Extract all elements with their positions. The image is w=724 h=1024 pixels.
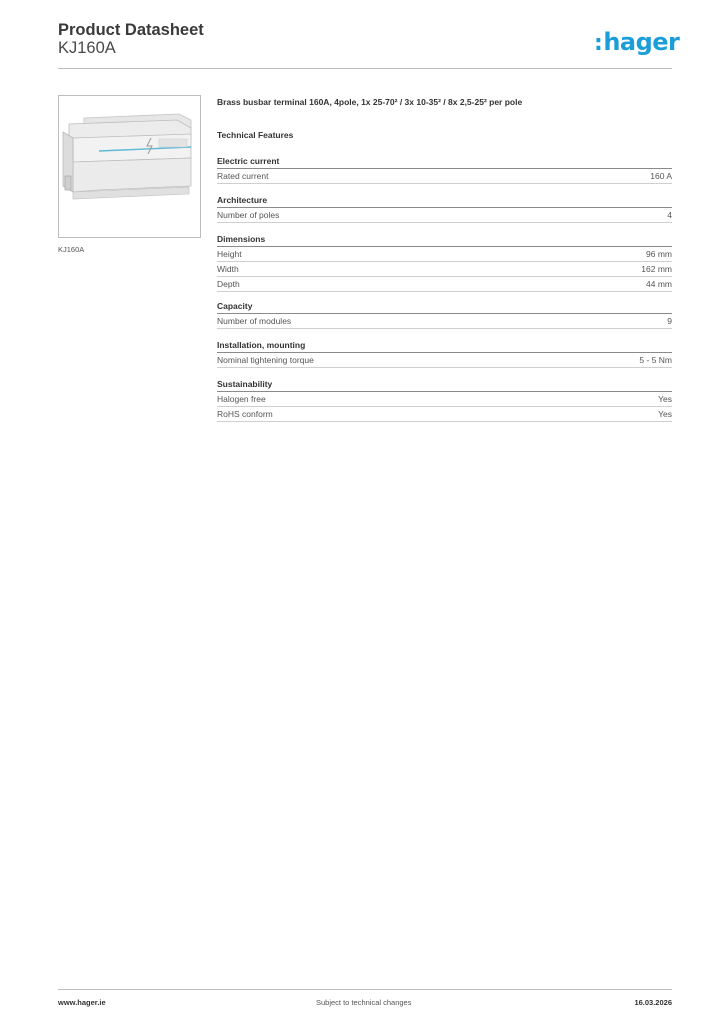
footer-note: Subject to technical changes (316, 998, 412, 1007)
spec-value: 96 mm (646, 249, 672, 259)
spec-row (217, 353, 672, 368)
image-caption: KJ160A (58, 245, 85, 254)
hager-logo: :hager (594, 28, 680, 56)
spec-row (217, 314, 672, 329)
spec-label: Depth (217, 279, 240, 289)
section-title: Electric current (217, 156, 280, 166)
section-architecture (217, 194, 672, 223)
spec-value: 160 A (650, 171, 672, 181)
product-description: Brass busbar terminal 160A, 4pole, 1x 25-70² / 3x 10-35² / 8x 2,5-25² per pole (217, 97, 523, 107)
spec-label: Rated current (217, 171, 269, 181)
spec-row (217, 262, 672, 277)
logo-text: hager (603, 28, 680, 56)
footer-divider (58, 989, 672, 990)
spec-row (217, 208, 672, 223)
spec-row (217, 392, 672, 407)
page-title: Product Datasheet (58, 21, 204, 39)
spec-value: 5 - 5 Nm (639, 355, 672, 365)
spec-row (217, 169, 672, 184)
section-sustainability (217, 378, 672, 422)
header-divider (58, 68, 672, 69)
section-installation-mounting (217, 339, 672, 368)
spec-value: 4 (667, 210, 672, 220)
spec-value: 162 mm (641, 264, 672, 274)
section-title: Dimensions (217, 234, 266, 244)
spec-label: RoHS conform (217, 409, 273, 419)
spec-label: Nominal tightening torque (217, 355, 314, 365)
product-code: KJ160A (58, 39, 116, 57)
spec-row (217, 247, 672, 262)
section-electric-current (217, 155, 672, 184)
product-image (58, 95, 201, 238)
section-dimensions (217, 233, 672, 292)
section-title: Architecture (217, 195, 268, 205)
technical-features-heading: Technical Features (217, 130, 294, 140)
spec-value: 9 (667, 316, 672, 326)
spec-value: Yes (658, 394, 672, 404)
spec-label: Halogen free (217, 394, 266, 404)
spec-row (217, 407, 672, 422)
spec-label: Height (217, 249, 242, 259)
busbar-terminal-illustration (59, 96, 200, 237)
spec-label: Width (217, 264, 239, 274)
footer-date: 16.03.2026 (634, 998, 672, 1007)
spec-label: Number of modules (217, 316, 292, 326)
section-title: Capacity (217, 301, 253, 311)
footer-website-link[interactable]: www.hager.ie (58, 998, 106, 1007)
spec-row (217, 277, 672, 292)
spec-label: Number of poles (217, 210, 280, 220)
spec-value: Yes (658, 409, 672, 419)
section-title: Installation, mounting (217, 340, 306, 350)
spec-value: 44 mm (646, 279, 672, 289)
section-title: Sustainability (217, 379, 273, 389)
section-capacity (217, 300, 672, 329)
